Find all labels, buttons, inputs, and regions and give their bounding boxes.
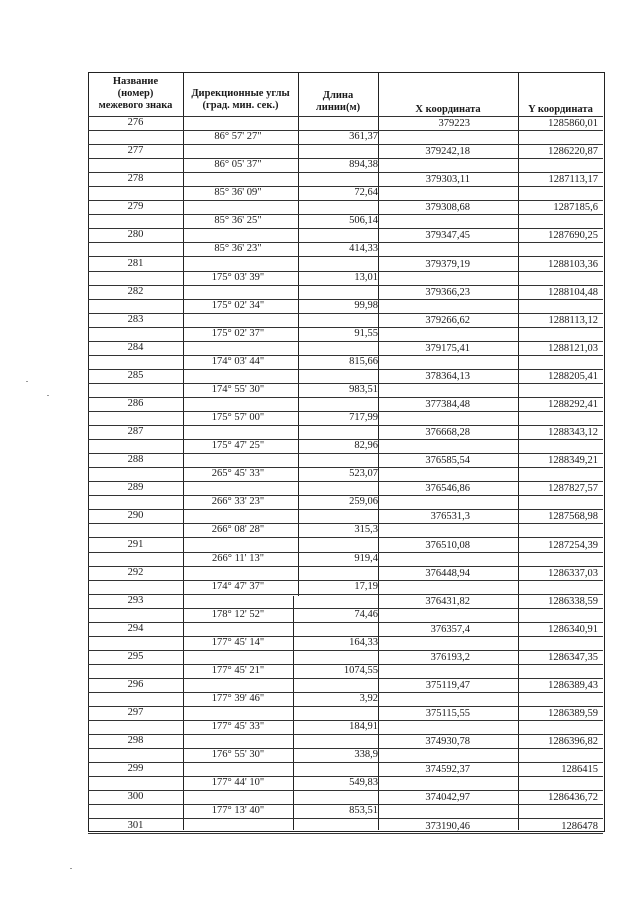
line-length: 72,64 bbox=[354, 187, 378, 199]
y-coordinate: 1288113,12 bbox=[548, 314, 598, 326]
directional-angle: 175° 57' 00" bbox=[211, 412, 265, 423]
scan-speck bbox=[70, 868, 72, 869]
directional-angle: 177° 39' 46" bbox=[211, 693, 265, 704]
x-coordinate: 373190,46 bbox=[425, 820, 470, 832]
directional-angle: 266° 33' 23" bbox=[211, 496, 265, 508]
directional-angle: 174° 03' 44" bbox=[211, 355, 265, 367]
directional-angle: 266° 11' 13" bbox=[212, 552, 264, 564]
point-number: 287 bbox=[127, 426, 144, 438]
y-coordinate: 1287568,98 bbox=[548, 511, 598, 523]
x-coordinate: 379366,23 bbox=[425, 286, 470, 298]
y-coordinate: 1286389,59 bbox=[548, 708, 598, 720]
point-number: 277 bbox=[127, 145, 144, 157]
directional-angle: 86° 57' 27" bbox=[214, 131, 262, 142]
y-coordinate: 1286436,72 bbox=[548, 792, 598, 804]
point-number: 283 bbox=[127, 313, 144, 325]
x-coordinate: 376510,08 bbox=[425, 539, 470, 551]
x-coordinate: 375119,47 bbox=[425, 680, 470, 691]
directional-angle: 176° 55' 30" bbox=[211, 749, 265, 761]
line-length: 338,9 bbox=[354, 749, 378, 761]
line-length: 506,14 bbox=[349, 215, 378, 227]
directional-angle: 174° 47' 37" bbox=[211, 580, 265, 592]
point-number: 300 bbox=[127, 791, 144, 803]
point-number: 278 bbox=[127, 173, 144, 185]
x-coordinate: 374042,97 bbox=[425, 792, 470, 804]
directional-angle: 85° 36' 09" bbox=[214, 187, 262, 199]
y-coordinate: 1288121,03 bbox=[548, 342, 598, 354]
directional-angle: 175° 47' 25" bbox=[211, 440, 265, 452]
directional-angle: 175° 02' 34" bbox=[211, 299, 265, 311]
header-length-line-1: Длина bbox=[322, 90, 354, 101]
y-coordinate: 1286396,82 bbox=[548, 736, 598, 748]
y-coordinate: 1288343,12 bbox=[548, 427, 598, 439]
x-coordinate: 379223 bbox=[438, 118, 470, 129]
y-coordinate: 1286340,91 bbox=[548, 623, 598, 635]
line-length: 523,07 bbox=[349, 468, 378, 480]
x-coordinate: 376431,82 bbox=[425, 595, 470, 607]
point-number: 282 bbox=[127, 285, 144, 297]
y-coordinate: 1288205,41 bbox=[548, 370, 598, 382]
directional-angle: 174° 55' 30" bbox=[211, 383, 265, 395]
line-length: 3,92 bbox=[359, 693, 378, 704]
x-coordinate: 376193,2 bbox=[430, 651, 470, 663]
directional-angle: 86° 05' 37" bbox=[214, 159, 262, 171]
header-angle-line-2: (град. мин. сек.) bbox=[202, 100, 279, 111]
line-length: 853,51 bbox=[349, 805, 378, 817]
x-coordinate: 379266,62 bbox=[425, 314, 470, 326]
point-number: 279 bbox=[127, 201, 144, 213]
line-length: 184,91 bbox=[349, 721, 378, 733]
line-length: 815,66 bbox=[349, 355, 378, 367]
scan-speck bbox=[47, 395, 49, 396]
x-coordinate: 374930,78 bbox=[425, 736, 470, 748]
point-number: 298 bbox=[127, 735, 144, 747]
y-coordinate: 1286415 bbox=[561, 764, 598, 776]
point-number: 290 bbox=[127, 510, 144, 522]
x-coordinate: 379303,11 bbox=[425, 174, 470, 186]
directional-angle: 85° 36' 25" bbox=[214, 215, 262, 227]
directional-angle: 177° 45' 33" bbox=[211, 721, 265, 733]
point-number: 276 bbox=[127, 117, 144, 128]
y-coordinate: 1287690,25 bbox=[548, 230, 598, 242]
y-coordinate: 1286347,35 bbox=[548, 651, 598, 663]
directional-angle: 265° 45' 33" bbox=[211, 468, 265, 480]
y-coordinate: 1287827,57 bbox=[548, 483, 598, 495]
x-coordinate: 376448,94 bbox=[425, 567, 470, 579]
header-mark bbox=[88, 76, 183, 112]
y-coordinate: 1288349,21 bbox=[548, 455, 598, 467]
line-length: 315,3 bbox=[354, 524, 378, 536]
x-coordinate: 377384,48 bbox=[425, 399, 470, 410]
line-length: 13,01 bbox=[354, 271, 378, 283]
x-coordinate: 379242,18 bbox=[425, 146, 470, 158]
x-coordinate: 376357,4 bbox=[430, 623, 470, 635]
y-coordinate: 1288292,41 bbox=[548, 399, 598, 410]
directional-angle: 177° 45' 21" bbox=[211, 664, 265, 676]
directional-angle: 177° 44' 10" bbox=[211, 777, 265, 789]
directional-angle: 85° 36' 23" bbox=[214, 243, 262, 255]
y-coordinate: 1286389,43 bbox=[548, 680, 598, 691]
point-number: 292 bbox=[127, 566, 144, 578]
y-coordinate: 1288103,36 bbox=[548, 258, 598, 270]
line-length: 1074,55 bbox=[343, 664, 378, 676]
directional-angle: 266° 08' 28" bbox=[211, 524, 265, 536]
x-coordinate: 378364,13 bbox=[425, 370, 470, 382]
x-coordinate: 376585,54 bbox=[425, 455, 470, 467]
point-number: 299 bbox=[127, 763, 144, 775]
directional-angle: 175° 02' 37" bbox=[211, 327, 265, 339]
x-coordinate: 376531,3 bbox=[430, 511, 470, 523]
line-length: 99,98 bbox=[354, 299, 378, 311]
header-x: X координата bbox=[415, 104, 481, 115]
line-length: 919,4 bbox=[354, 552, 378, 564]
scan-speck bbox=[26, 381, 28, 382]
header-length-line-2: линии(м) bbox=[315, 102, 361, 113]
line-length: 414,33 bbox=[349, 243, 378, 255]
x-coordinate: 379379,19 bbox=[425, 258, 470, 270]
y-coordinate: 1286478 bbox=[561, 820, 598, 832]
line-length: 17,19 bbox=[354, 580, 378, 592]
line-length: 361,37 bbox=[349, 131, 378, 142]
y-coordinate: 1286220,87 bbox=[548, 146, 598, 158]
directional-angle: 175° 03' 39" bbox=[211, 271, 265, 283]
point-number: 293 bbox=[127, 594, 144, 606]
y-coordinate: 1287254,39 bbox=[548, 539, 598, 551]
point-number: 281 bbox=[127, 257, 144, 269]
x-coordinate: 375115,55 bbox=[425, 708, 470, 720]
header-mark-line-2: (номер) bbox=[117, 88, 154, 99]
header-mark-line-1: Название bbox=[112, 76, 159, 87]
point-number: 280 bbox=[127, 229, 144, 241]
y-coordinate: 1287185,6 bbox=[553, 202, 598, 214]
y-coordinate: 1286337,03 bbox=[548, 567, 598, 579]
point-number: 296 bbox=[127, 679, 144, 690]
point-number: 284 bbox=[127, 341, 144, 353]
point-number: 291 bbox=[127, 538, 144, 550]
header-angle bbox=[183, 88, 298, 112]
header-length bbox=[298, 90, 378, 114]
x-coordinate: 376668,28 bbox=[425, 427, 470, 439]
line-length: 259,06 bbox=[349, 496, 378, 508]
point-number: 294 bbox=[127, 622, 144, 634]
point-number: 289 bbox=[127, 482, 144, 494]
point-number: 295 bbox=[127, 650, 144, 662]
y-coordinate: 1286338,59 bbox=[548, 595, 598, 607]
x-coordinate: 379347,45 bbox=[425, 230, 470, 242]
point-number: 286 bbox=[127, 398, 144, 409]
line-length: 717,99 bbox=[349, 412, 378, 423]
row-rule bbox=[88, 833, 603, 834]
point-number: 288 bbox=[127, 454, 144, 466]
x-coordinate: 379308,68 bbox=[425, 202, 470, 214]
directional-angle: 178° 12' 52" bbox=[211, 608, 265, 620]
line-length: 91,55 bbox=[354, 327, 378, 339]
point-number: 301 bbox=[127, 819, 144, 831]
header-mark-line-3: межевого знака bbox=[98, 100, 173, 111]
y-coordinate: 1288104,48 bbox=[548, 286, 598, 298]
point-number: 285 bbox=[127, 369, 144, 381]
line-length: 549,83 bbox=[349, 777, 378, 789]
line-length: 894,38 bbox=[349, 159, 378, 171]
line-length: 983,51 bbox=[349, 383, 378, 395]
line-length: 74,46 bbox=[354, 608, 378, 620]
y-coordinate: 1285860,01 bbox=[548, 118, 598, 129]
line-length: 164,33 bbox=[349, 636, 378, 648]
line-length: 82,96 bbox=[354, 440, 378, 452]
column-divider bbox=[293, 596, 294, 830]
x-coordinate: 379175,41 bbox=[425, 342, 470, 354]
directional-angle: 177° 45' 14" bbox=[211, 636, 265, 648]
directional-angle: 177° 13' 40" bbox=[211, 805, 265, 817]
header-angle-line-1: Дирекционные углы bbox=[191, 88, 290, 99]
header-y: Y координата bbox=[528, 104, 593, 115]
y-coordinate: 1287113,17 bbox=[548, 174, 598, 186]
x-coordinate: 376546,86 bbox=[425, 483, 470, 495]
x-coordinate: 374592,37 bbox=[425, 764, 470, 776]
point-number: 297 bbox=[127, 707, 144, 719]
